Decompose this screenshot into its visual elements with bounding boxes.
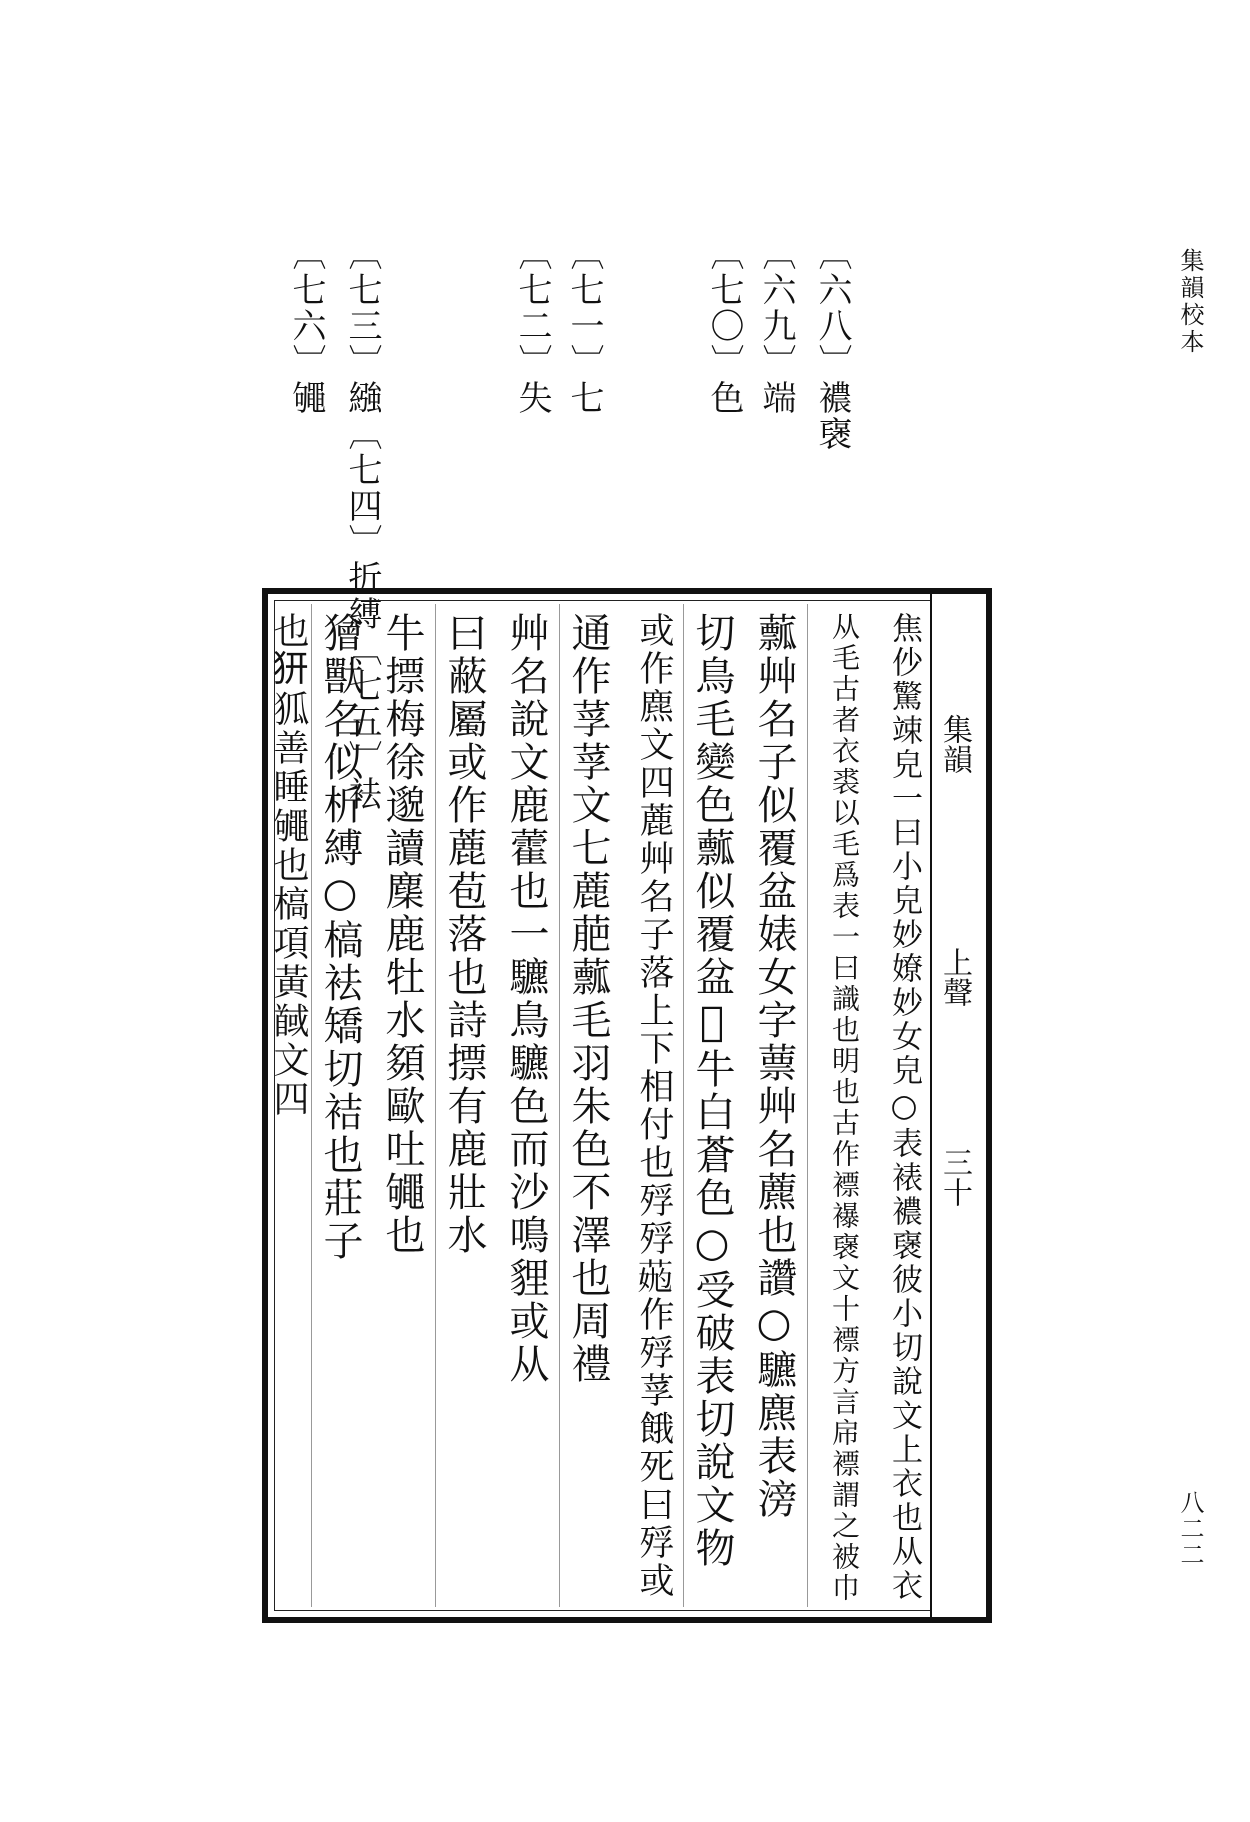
text-column-5: 或作麃文四蔍艸名子落上下相付也殍殍𦳹作殍莩餓死曰殍或 xyxy=(634,612,674,1600)
collation-note-69: 〔六九〕端 xyxy=(756,236,796,416)
collation-note-70: 〔七〇〕色 xyxy=(704,236,744,416)
margin-title: 集韻 xyxy=(937,714,972,774)
block-margin xyxy=(930,594,986,1617)
text-block xyxy=(262,588,992,1623)
column-divider xyxy=(435,604,436,1607)
margin-page: 三十 xyxy=(937,1147,972,1207)
collation-note-68: 〔六八〕襛襃 xyxy=(812,236,852,452)
column-divider xyxy=(807,604,808,1607)
collation-note-76: 〔七六〕䵶 xyxy=(286,236,326,416)
text-column-8: 曰蔽屬或作蔍苞落也詩摽有鹿壯水 xyxy=(441,612,487,1257)
collation-note-73-75: 〔七三〕繈〔七四〕折縛〔七五〕袪 xyxy=(342,236,382,812)
text-column-3: 䕯艸名子似覆盆婊女字蔈艸名藨也讚○䮽麃表滂 xyxy=(751,612,797,1521)
text-column-6: 通作莩莩文七蔍萉䕯毛羽朱色不澤也周禮 xyxy=(565,612,611,1386)
collation-note-72: 〔七二〕失 xyxy=(512,236,552,416)
margin-section: 上聲 xyxy=(937,947,972,1007)
text-column-2: 从毛古者衣裘以毛爲表一曰識也明也古作褾襮襃文十褾方言帍褾謂之被巾 xyxy=(828,612,861,1604)
text-column-9: 牛摽梅徐邈讀䴢鹿牡水䫂歐吐䵶也 xyxy=(379,612,425,1257)
text-column-10: 獪獸名似析縛○槁袪矯切袺也莊子 xyxy=(317,612,363,1263)
column-divider xyxy=(683,604,684,1607)
text-column-11: 也𤜵狐善睡䵶也槁項黃馘文四 xyxy=(268,612,309,1119)
collation-note-71: 〔七一〕七 xyxy=(564,236,604,416)
page-number: 八二二 xyxy=(1176,1490,1204,1568)
book-title: 集韻校本 xyxy=(1176,248,1204,356)
column-divider xyxy=(311,604,312,1607)
text-column-7: 艸名說文鹿藿也一䮽鳥䮽色而沙鳴貍或从 xyxy=(503,612,549,1386)
text-column-4: 切鳥毛變色䕯似覆盆𦫵牛白蒼色○受破表切說文物 xyxy=(689,612,735,1570)
text-column-1: 焦仯驚竦皃一曰小皃妙嫽妙女皃○表裱襛襃彼小切說文上衣也从衣 xyxy=(886,612,922,1603)
column-divider xyxy=(559,604,560,1607)
